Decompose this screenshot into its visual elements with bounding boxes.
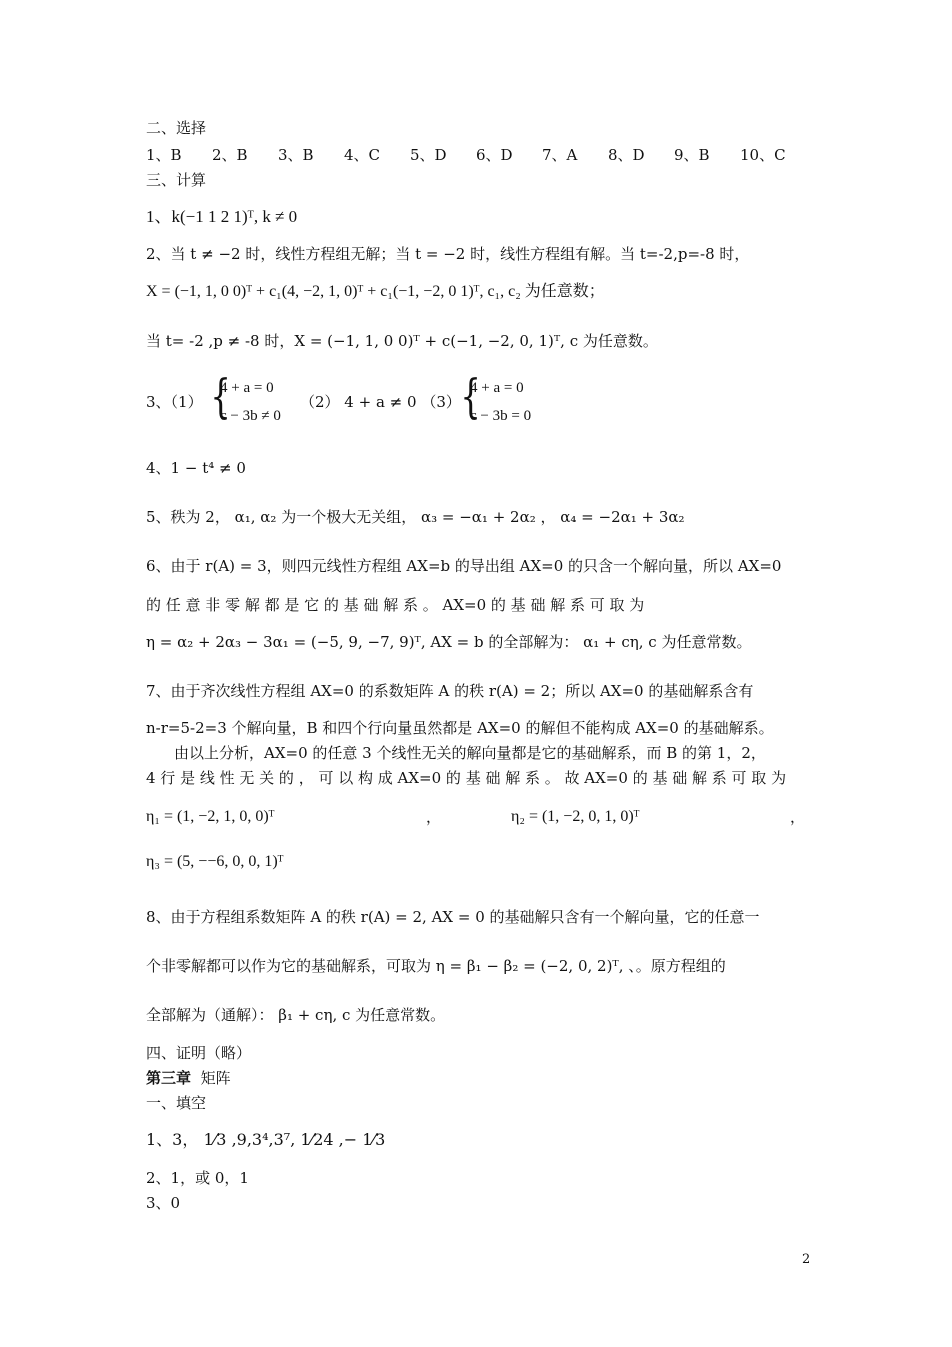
choice-answer: 9、B xyxy=(674,146,710,164)
choice-answer: 7、A xyxy=(542,146,578,164)
calc-answer-7-line3: 由以上分析，AX=0 的任意 3 个线性无关的解向量都是它的基础解系，而 B 的第 1，2， xyxy=(174,744,766,762)
calc-answer-3-middle: （2） 4 + a ≠ 0 （3） xyxy=(300,393,461,411)
calc-answer-1: 1、k(−1 1 2 1)ᵀ, k ≠ 0 xyxy=(146,207,298,226)
choice-answer: 1、B xyxy=(146,146,182,164)
solution-vector-eta3: η₃ = (5, −−6, 0, 0, 1)ᵀ xyxy=(146,853,284,870)
fill-answer-2: 2、1，或 0，1 xyxy=(146,1169,249,1187)
calc-answer-4: 4、1 − t⁴ ≠ 0 xyxy=(146,459,246,477)
choice-answer: 10、C xyxy=(740,146,786,164)
calc-answer-3-prefix: 3、（1） xyxy=(146,393,203,411)
section-calc-heading: 三、计算 xyxy=(146,171,207,189)
choice-answer: 2、B xyxy=(212,146,248,164)
calc-answer-2-line1: 2、当 t ≠ −2 时，线性方程组无解；当 t = −2 时，线性方程组有解。当 t=-2,p=-8 时， xyxy=(146,245,750,263)
chapter-heading xyxy=(146,1068,231,1088)
fill-answer-1: 1、3， 1⁄3 ,9,3⁴,3⁷, 1⁄24 ,− 1⁄3 xyxy=(146,1130,386,1149)
section-choice-heading: 二、选择 xyxy=(146,119,207,137)
section-fill-heading: 一、填空 xyxy=(146,1094,207,1112)
calc-answer-7-line2: n-r=5-2=3 个解向量，B 和四个行向量虽然都是 AX=0 的解但不能构成 AX=0 的基础解系。 xyxy=(146,719,774,737)
choice-answer: 6、D xyxy=(476,146,513,164)
choice-answer: 3、B xyxy=(278,146,314,164)
choice-answer: 4、C xyxy=(344,146,381,164)
calc-answer-7-line1: 7、由于齐次线性方程组 AX=0 的系数矩阵 A 的秩 r(A) = 2；所以 AX=0 的基础解系含有 xyxy=(146,682,754,700)
choice-answers xyxy=(146,145,806,165)
equation-row: c − 3b = 0 xyxy=(470,408,532,424)
fill-answer-3: 3、0 xyxy=(146,1194,181,1212)
equation-row: 4 + a = 0 xyxy=(470,380,524,396)
calc-answer-6-line3: η = α₂ + 2α₃ − 3α₁ = (−5, 9, −7, 9)ᵀ, AX = b 的全部解为： α₁ + cη, c 为任意常数。 xyxy=(146,633,752,651)
choice-answer: 5、D xyxy=(410,146,447,164)
solution-vector-eta2: η₂ = (1, −2, 0, 1, 0)ᵀ xyxy=(511,808,640,825)
calc-answer-6-line1: 6、由于 r(A) = 3，则四元线性方程组 AX=b 的导出组 AX=0 的只含一个解向量，所以 AX=0 xyxy=(146,557,782,575)
solution-vector-eta1: η₁ = (1, −2, 1, 0, 0)ᵀ xyxy=(146,808,275,825)
calc-answer-5: 5、秩为 2， α₁, α₂ 为一个极大无关组， α₃ = −α₁ + 2α₂ ， α₄ = −2α₁ + 3α₂ xyxy=(146,508,685,526)
calc-answer-2-line2: X = (−1, 1, 0 0)ᵀ + c₁(4, −2, 1, 0)ᵀ + c₁(−1, −2, 0 1)ᵀ, c₁, c₂ 为任意数； xyxy=(146,283,605,300)
separator: ， xyxy=(426,808,442,826)
calc-answer-7-line4: 4 行 是 线 性 无 关 的 ， 可 以 构 成 AX=0 的 基 础 解 系 。 故 AX=0 的 基 础 解 系 可 取 为 xyxy=(146,769,787,787)
calc-answer-6-line2: 的 任 意 非 零 解 都 是 它 的 基 础 解 系 。 AX=0 的 基 础 解 系 可 取 为 xyxy=(146,596,645,614)
chapter-number: 第三章 xyxy=(146,1069,192,1087)
calc-answer-2-line3: 当 t= -2 ,p ≠ -8 时，X = (−1, 1, 0 0)ᵀ + c(−1, −2, 0, 1)ᵀ, c 为任意数。 xyxy=(146,332,658,350)
calc-answer-8-line2: 个非零解都可以作为它的基础解系，可取为 η = β₁ − β₂ = (−2, 0, 2)ᵀ, 、。原方程组的 xyxy=(146,957,726,975)
page-number: 2 xyxy=(802,1252,811,1267)
equation-row: c − 3b ≠ 0 xyxy=(220,408,281,424)
section-proof-heading: 四、证明（略） xyxy=(146,1044,252,1062)
chapter-title: 矩阵 xyxy=(200,1069,231,1087)
calc-answer-8-line1: 8、由于方程组系数矩阵 A 的秩 r(A) = 2, AX = 0 的基础解只含有一个解向量，它的任意一 xyxy=(146,908,760,926)
equation-row: 4 + a = 0 xyxy=(220,380,274,396)
separator: ， xyxy=(790,808,806,826)
calc-answer-8-line3: 全部解为（通解）： β₁ + cη, c 为任意常数。 xyxy=(146,1006,446,1024)
choice-answer: 8、D xyxy=(608,146,645,164)
